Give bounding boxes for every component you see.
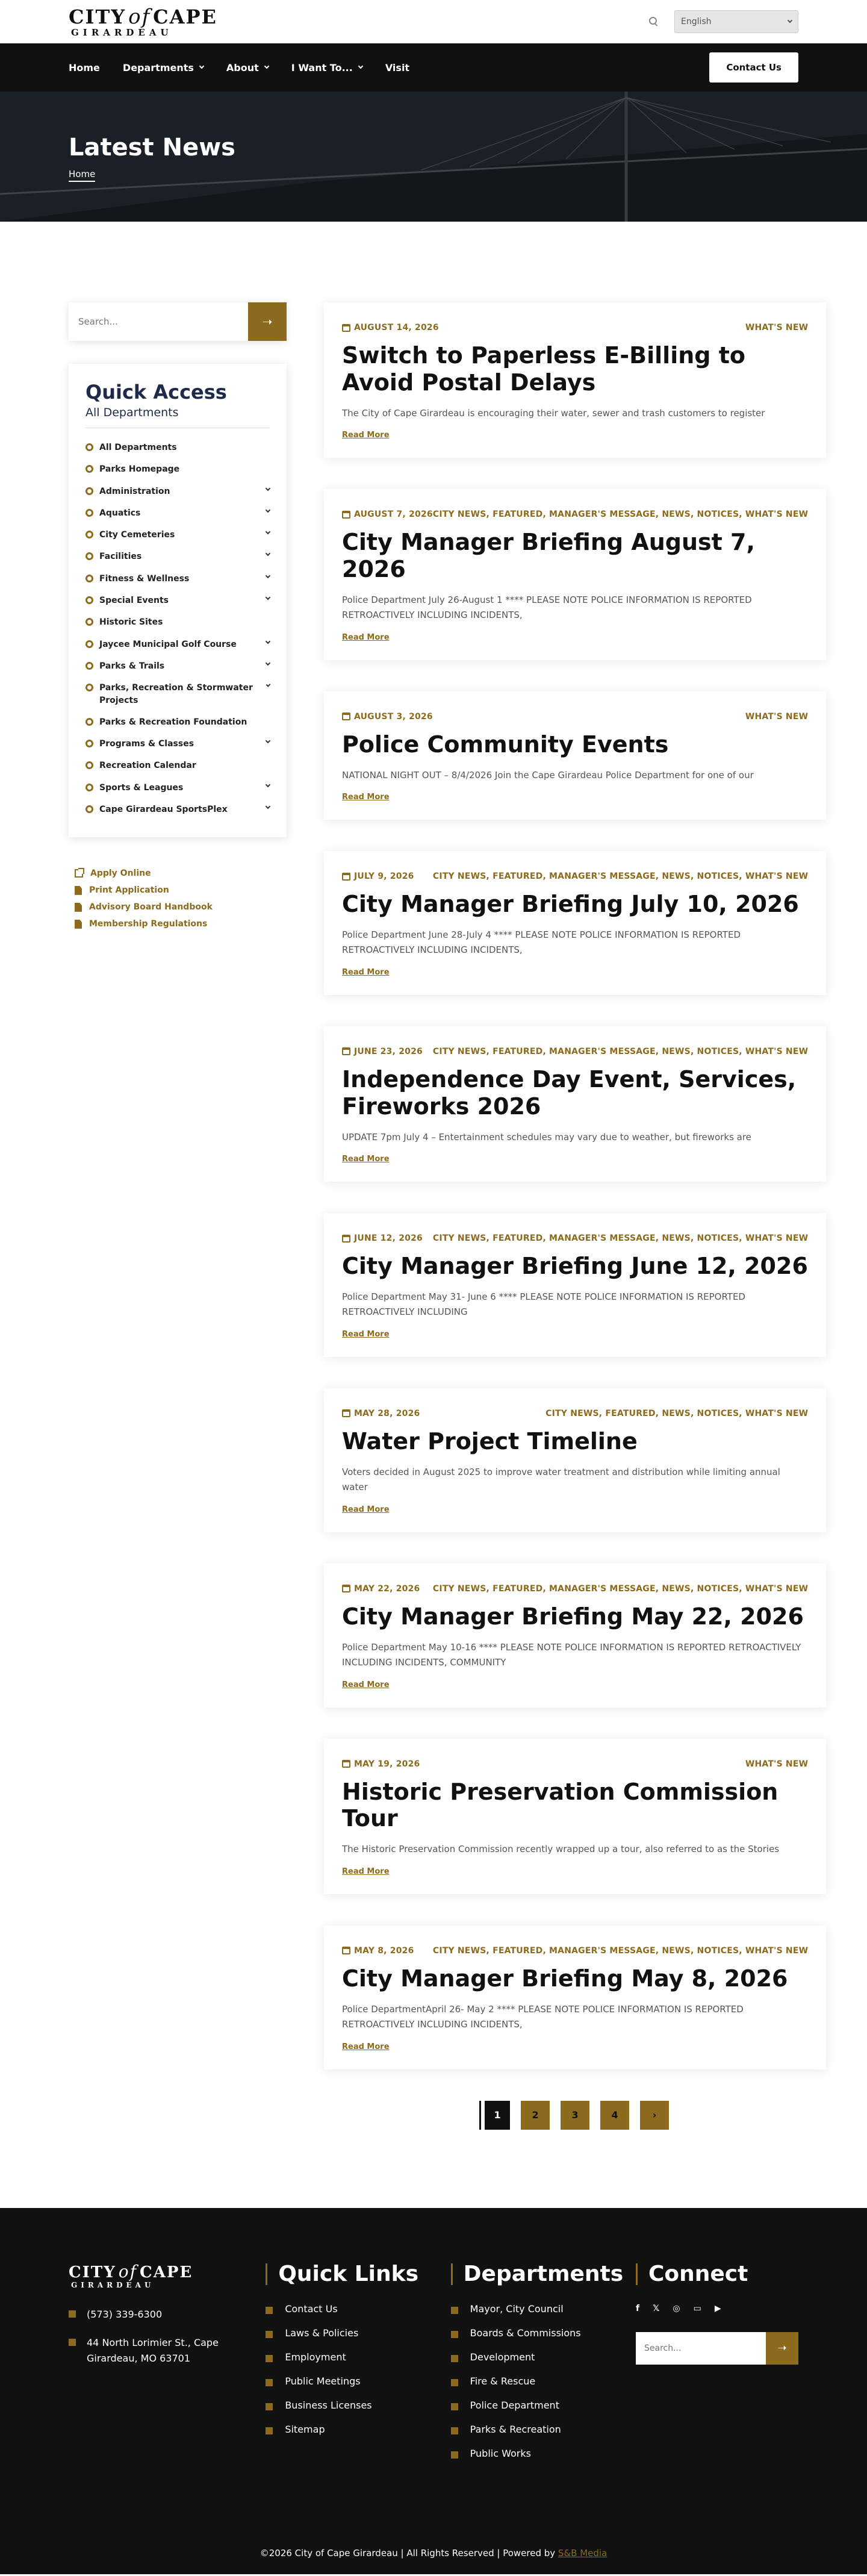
circle-bullet-icon — [85, 487, 93, 495]
post-date: JUNE 23, 2026 — [342, 1047, 423, 1056]
news-post — [324, 1739, 826, 1894]
quick-access-item[interactable]: Recreation Calendar — [85, 755, 270, 776]
chevron-down-icon[interactable] — [266, 508, 270, 513]
footer-search-button[interactable] — [766, 2332, 798, 2365]
post-categories[interactable]: CITY NEWS, FEATURED, MANAGER'S MESSAGE, NEWS, NOTICES, WHAT'S NEW — [432, 510, 809, 520]
footer-link[interactable]: Public Works — [451, 2448, 614, 2459]
flickr-icon[interactable]: ▭ — [693, 2303, 701, 2313]
circle-bullet-icon — [85, 761, 93, 769]
bullet-square-icon — [451, 2331, 458, 2338]
footer-search — [636, 2332, 798, 2365]
calendar-icon — [342, 1585, 350, 1592]
post-categories[interactable]: CITY NEWS, FEATURED, MANAGER'S MESSAGE, NEWS, NOTICES, WHAT'S NEW — [432, 1233, 809, 1244]
post-excerpt: Police Department July 26-August 1 **** PLEASE NOTE POLICE INFORMATION IS REPORTED RETROACTIVELY INCLUDING INCIDENTS, — [342, 594, 752, 621]
bullet-square-icon — [451, 2403, 458, 2410]
footer-link[interactable]: Boards & Commissions — [451, 2327, 614, 2339]
next-page-button[interactable]: › — [640, 2101, 669, 2130]
youtube-icon[interactable]: ▶ — [714, 2303, 721, 2313]
bullet-square-icon — [451, 2451, 458, 2459]
footer-phone[interactable]: (573) 339-6300 — [87, 2308, 163, 2320]
quick-access-list — [85, 437, 270, 820]
sidebar-link[interactable]: Apply Online — [75, 865, 287, 882]
circle-bullet-icon — [85, 718, 93, 726]
circle-bullet-icon — [85, 684, 93, 691]
calendar-icon — [342, 713, 350, 720]
chevron-down-icon — [788, 18, 792, 23]
post-title[interactable]: City Manager Briefing May 8, 2026 — [342, 1965, 788, 1992]
main-nav — [0, 43, 867, 92]
site-footer — [0, 2208, 867, 2574]
chevron-down-icon — [358, 64, 363, 69]
read-more-link[interactable]: Read More — [342, 967, 390, 977]
chevron-down-icon[interactable] — [266, 551, 270, 556]
quick-access-item[interactable]: City Cemeteries — [85, 524, 270, 546]
quick-access-item[interactable]: Aquatics — [85, 502, 270, 524]
post-categories[interactable]: WHAT'S NEW — [745, 1759, 809, 1769]
main-content — [0, 222, 867, 2208]
post-categories[interactable]: CITY NEWS, FEATURED, MANAGER'S MESSAGE, NEWS, NOTICES, WHAT'S NEW — [432, 1945, 809, 1956]
bullet-square-icon — [266, 2379, 273, 2386]
arrow-right-icon: ➝ — [777, 2342, 787, 2355]
quick-access-item[interactable]: Historic Sites — [85, 611, 270, 633]
sidebar-link[interactable]: Membership Regulations — [75, 915, 287, 932]
post-categories[interactable]: CITY NEWS, FEATURED, MANAGER'S MESSAGE, NEWS, NOTICES, WHAT'S NEW — [432, 872, 809, 882]
page-button[interactable]: 3 — [561, 2101, 589, 2130]
sidebar — [69, 302, 287, 2208]
footer-contact — [69, 2263, 243, 2472]
footer-logo[interactable]: CITY of CAPE GIRARDEAU — [69, 2261, 193, 2289]
nav-item-2[interactable]: About — [226, 62, 269, 73]
search-icon[interactable] — [649, 17, 659, 27]
quick-access-item[interactable]: Jaycee Municipal Golf Course — [85, 634, 270, 655]
external-link-icon — [75, 869, 83, 878]
pagination — [324, 2101, 826, 2130]
bullet-square-icon — [69, 2310, 76, 2318]
sidebar-search-button[interactable] — [248, 302, 287, 341]
chevron-down-icon — [199, 64, 204, 69]
powered-by-link[interactable]: S&B Media — [558, 2547, 608, 2559]
page-button[interactable]: 4 — [600, 2101, 629, 2130]
calendar-icon — [342, 1409, 350, 1417]
quick-access-item[interactable]: Programs & Classes — [85, 733, 270, 755]
post-title[interactable]: City Manager Briefing June 12, 2026 — [342, 1253, 808, 1280]
quick-access-panel — [69, 364, 287, 837]
calendar-icon — [342, 1947, 350, 1954]
calendar-icon — [342, 1760, 350, 1768]
copyright: ©2026 City of Cape Girardeau | All Rights Reserved | Powered by S&B Media — [259, 2547, 608, 2559]
circle-bullet-icon — [85, 640, 93, 648]
read-more-link[interactable]: Read More — [342, 1505, 390, 1514]
nav-item-0[interactable]: Home — [69, 61, 100, 73]
footer-link[interactable]: Fire & Rescue — [451, 2375, 614, 2387]
circle-bullet-icon — [85, 443, 93, 451]
footer-link[interactable]: Business Licenses — [266, 2400, 428, 2411]
quick-access-item[interactable]: Fitness & Wellness — [85, 568, 270, 590]
post-excerpt: Voters decided in August 2025 to improve water treatment and distribution while limiting annual water — [342, 1466, 780, 1493]
circle-bullet-icon — [85, 662, 93, 670]
nav-item-4[interactable]: Visit — [385, 61, 410, 73]
breadcrumb-home[interactable]: Home — [69, 169, 95, 182]
page-title: Latest News — [69, 134, 235, 161]
post-date: AUGUST 14, 2026 — [342, 323, 439, 332]
post-date: MAY 19, 2026 — [342, 1759, 420, 1769]
circle-bullet-icon — [85, 596, 93, 604]
footer-connect: Connect f 𝕏 ◎ ▭ ▶ Search... ➝ — [636, 2263, 798, 2472]
news-post — [324, 851, 826, 995]
calendar-icon — [342, 324, 350, 332]
chevron-down-icon[interactable] — [266, 782, 270, 787]
sidebar-links — [69, 865, 287, 932]
footer-link[interactable]: Contact Us — [266, 2303, 428, 2315]
post-categories[interactable]: CITY NEWS, FEATURED, MANAGER'S MESSAGE, NEWS, NOTICES, WHAT'S NEW — [432, 1046, 809, 1056]
post-title[interactable]: Switch to Paperless E-Billing to Avoid Postal Delays — [342, 342, 745, 396]
chevron-down-icon — [264, 64, 269, 69]
calendar-icon — [342, 873, 350, 881]
post-date: AUGUST 7, 2026 — [342, 510, 433, 519]
post-date: MAY 28, 2026 — [342, 1409, 420, 1418]
chevron-down-icon[interactable] — [266, 573, 270, 578]
post-excerpt: Police Department May 31- June 6 **** PLEASE NOTE POLICE INFORMATION IS REPORTED RETROACTIVELY INCLUDING — [342, 1291, 745, 1318]
footer-address: 44 North Lorimier St., Cape Girardeau, MO 63701 — [87, 2337, 219, 2364]
circle-bullet-icon — [85, 531, 93, 538]
footer-link[interactable]: Sitemap — [266, 2424, 428, 2435]
chevron-down-icon[interactable] — [266, 595, 270, 600]
bullet-square-icon — [451, 2427, 458, 2434]
calendar-icon — [342, 511, 350, 519]
circle-bullet-icon — [85, 465, 93, 473]
post-categories[interactable]: WHAT'S NEW — [745, 711, 809, 722]
document-icon — [75, 903, 82, 912]
post-title[interactable]: City Manager Briefing August 7, 2026 — [342, 529, 755, 582]
news-post — [324, 1926, 826, 2069]
post-excerpt: Police Department June 28-July 4 **** PLEASE NOTE POLICE INFORMATION IS REPORTED RETROACTIVELY INCLUDING INCIDENTS, — [342, 929, 741, 956]
news-post — [324, 489, 826, 660]
post-excerpt: Police Department May 10-16 **** PLEASE NOTE POLICE INFORMATION IS REPORTED RETROACTIVELY INCLUDING INCIDENTS, COMMUNITY — [342, 1641, 801, 1668]
chevron-down-icon[interactable] — [266, 485, 270, 490]
arrow-right-icon: ➝ — [262, 314, 273, 329]
bullet-square-icon — [266, 2331, 273, 2338]
news-post — [324, 1213, 826, 1357]
post-title[interactable]: City Manager Briefing May 22, 2026 — [342, 1603, 804, 1630]
page-button[interactable]: 1 — [481, 2101, 510, 2130]
footer-link[interactable]: Laws & Policies — [266, 2327, 428, 2339]
circle-bullet-icon — [85, 509, 93, 517]
circle-bullet-icon — [85, 552, 93, 560]
footer-link[interactable]: Employment — [266, 2351, 428, 2363]
nav-item-3[interactable]: I Want To... — [291, 62, 362, 73]
read-more-link[interactable]: Read More — [342, 1155, 390, 1164]
read-more-link[interactable]: Read More — [342, 632, 390, 642]
post-excerpt: NATIONAL NIGHT OUT – 8/4/2026 Join the Cape Girardeau Police Department for one of our — [342, 769, 754, 781]
post-title[interactable]: Historic Preservation Commission Tour — [342, 1778, 778, 1832]
circle-bullet-icon — [85, 740, 93, 747]
instagram-icon[interactable]: ◎ — [673, 2303, 680, 2313]
contact-us-button[interactable]: Contact Us — [709, 52, 798, 83]
post-date: JUNE 12, 2026 — [342, 1233, 423, 1243]
quick-access-item[interactable]: Administration — [85, 481, 270, 502]
nav-item-1[interactable]: Departments — [123, 62, 204, 73]
post-date: AUGUST 3, 2026 — [342, 712, 433, 722]
footer-departments: Departments Mayor, City Council Boards & Commissions Development Fire & Rescue Police Department Parks & Recreation Public Works — [451, 2263, 614, 2472]
x-twitter-icon[interactable]: 𝕏 — [653, 2303, 660, 2313]
sidebar-search-input[interactable] — [69, 302, 248, 341]
news-post — [324, 1564, 826, 1707]
quick-access-item[interactable]: Facilities — [85, 546, 270, 567]
circle-bullet-icon — [85, 575, 93, 582]
bullet-square-icon — [451, 2355, 458, 2362]
sidebar-search — [69, 302, 287, 341]
circle-bullet-icon — [85, 618, 93, 626]
footer-quick-links: Quick Links Contact Us Laws & Policies Employment Public Meetings Business Licenses Sitemap — [266, 2263, 428, 2472]
news-list — [324, 302, 826, 2208]
language-select[interactable]: English — [674, 10, 798, 33]
document-icon — [75, 920, 82, 929]
news-post — [324, 691, 826, 820]
chevron-down-icon[interactable] — [266, 682, 270, 687]
quick-access-item[interactable]: All Departments — [85, 437, 270, 458]
chevron-down-icon[interactable] — [266, 804, 270, 809]
quick-access-item[interactable]: Sports & Leagues — [85, 777, 270, 799]
quick-access-item[interactable]: Parks & Trails — [85, 655, 270, 677]
read-more-link[interactable]: Read More — [342, 1329, 390, 1339]
read-more-link[interactable]: Read More — [342, 431, 390, 440]
quick-access-item[interactable]: Special Events — [85, 590, 270, 611]
bullet-square-icon — [266, 2355, 273, 2362]
bullet-square-icon — [266, 2427, 273, 2434]
bullet-square-icon — [451, 2379, 458, 2386]
sidebar-link[interactable]: Advisory Board Handbook — [75, 899, 287, 915]
quick-access-item[interactable]: Parks Homepage — [85, 458, 270, 480]
footer-link[interactable]: Mayor, City Council — [451, 2303, 614, 2315]
footer-link[interactable]: Police Department — [451, 2400, 614, 2411]
post-categories[interactable]: CITY NEWS, FEATURED, NEWS, NOTICES, WHAT'S NEW — [545, 1408, 809, 1418]
quick-access-subtitle: All Departments — [85, 406, 270, 428]
news-post — [324, 302, 826, 458]
bullet-square-icon — [266, 2307, 273, 2314]
post-title[interactable]: Water Project Timeline — [342, 1427, 638, 1455]
post-title[interactable]: Police Community Events — [342, 731, 669, 758]
sidebar-link[interactable]: Print Application — [75, 882, 287, 899]
circle-bullet-icon — [85, 784, 93, 791]
calendar-icon — [342, 1047, 350, 1055]
post-title[interactable]: Independence Day Event, Services, Fireworks 2026 — [342, 1065, 797, 1120]
quick-access-item[interactable]: Parks & Recreation Foundation — [85, 711, 270, 733]
post-excerpt: The Historic Preservation Commission recently wrapped up a tour, also referred to as the Stories — [342, 1844, 780, 1855]
footer-link[interactable]: Public Meetings — [266, 2375, 428, 2387]
quick-access-item[interactable]: Parks, Recreation & Stormwater Projects — [85, 677, 270, 711]
top-header — [0, 0, 867, 43]
news-post — [324, 1026, 826, 1182]
read-more-link[interactable]: Read More — [342, 1867, 390, 1876]
post-date: JULY 9, 2026 — [342, 872, 414, 881]
hero-banner — [0, 92, 867, 222]
facebook-icon[interactable]: f — [635, 2303, 640, 2313]
footer-link[interactable]: Parks & Recreation — [451, 2424, 614, 2435]
document-icon — [75, 886, 82, 895]
post-date: MAY 22, 2026 — [342, 1584, 420, 1594]
footer-search-input[interactable] — [636, 2332, 766, 2365]
post-excerpt: Police DepartmentApril 26- May 2 **** PLEASE NOTE POLICE INFORMATION IS REPORTED RETROACTIVELY INCLUDING INCIDENTS, — [342, 2003, 744, 2030]
chevron-down-icon[interactable] — [266, 738, 270, 743]
post-title[interactable]: City Manager Briefing July 10, 2026 — [342, 891, 799, 918]
chevron-down-icon[interactable] — [266, 529, 270, 534]
read-more-link[interactable]: Read More — [342, 793, 390, 802]
chevron-down-icon[interactable] — [266, 661, 270, 666]
post-excerpt: UPDATE 7pm July 4 – Entertainment schedules may vary due to weather, but fireworks are — [342, 1131, 751, 1143]
news-post — [324, 1388, 826, 1532]
bullet-square-icon — [266, 2403, 273, 2410]
post-excerpt: The City of Cape Girardeau is encouraging their water, sewer and trash customers to register — [342, 407, 765, 419]
calendar-icon — [342, 1235, 350, 1243]
post-date: MAY 8, 2026 — [342, 1946, 414, 1956]
site-logo[interactable]: CITY of CAPE GIRARDEAU — [69, 4, 217, 38]
quick-access-item[interactable]: Cape Girardeau SportsPlex — [85, 799, 270, 820]
footer-link[interactable]: Development — [451, 2351, 614, 2363]
post-categories[interactable]: WHAT'S NEW — [745, 323, 809, 332]
page-button[interactable]: 2 — [521, 2101, 550, 2130]
read-more-link[interactable]: Read More — [342, 1680, 390, 1689]
read-more-link[interactable]: Read More — [342, 2042, 390, 2051]
post-categories[interactable]: CITY NEWS, FEATURED, MANAGER'S MESSAGE, NEWS, NOTICES, WHAT'S NEW — [432, 1583, 809, 1594]
circle-bullet-icon — [85, 805, 93, 813]
bullet-square-icon — [69, 2339, 76, 2346]
bullet-square-icon — [451, 2307, 458, 2314]
chevron-down-icon[interactable] — [266, 638, 270, 643]
quick-access-title: Quick Access — [85, 381, 227, 404]
